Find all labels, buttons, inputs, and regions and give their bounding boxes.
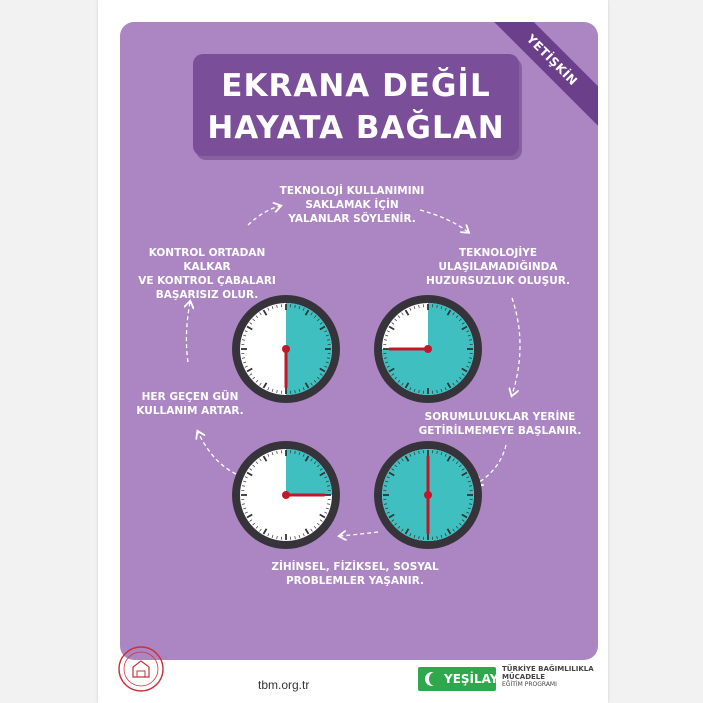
- audience-ribbon: YETİŞKİN: [486, 22, 598, 126]
- crescent-icon: [425, 672, 439, 686]
- tbm-line-3: EĞİTİM PROGRAMI: [502, 681, 557, 688]
- clock-pivot: [424, 345, 432, 353]
- clock-pivot: [282, 491, 290, 499]
- clock-3: [232, 441, 340, 549]
- tbm-line-1: TÜRKİYE BAĞIMLILIKLA: [502, 665, 594, 673]
- footer-url: tbm.org.tr: [258, 678, 310, 692]
- tbm-line-2: MÜCADELE: [502, 673, 546, 681]
- step-label-4: ZİHİNSEL, FİZİKSEL, SOSYAL PROBLEMLER YAŞANIR.: [271, 561, 439, 587]
- step-label-3: SORUMLULUKLAR YERİNE GETİRİLMEMEYE BAŞLANIR.: [418, 411, 582, 437]
- clock-4: [374, 441, 482, 549]
- cycle-arrow-6: [186, 302, 190, 362]
- clock-pivot: [424, 491, 432, 499]
- step-label-1: TEKNOLOJİ KULLANIMINI SAKLAMAK İÇİN YALANLAR SÖYLENİR.: [279, 185, 425, 225]
- clock-pivot: [282, 345, 290, 353]
- cycle-arrow-4: [340, 532, 378, 536]
- tbm-logo-text: [502, 665, 602, 689]
- clock-1: [232, 295, 340, 403]
- step-label-6: KONTROL ORTADAN KALKAR VE KONTROL ÇABALARI BAŞARISIZ OLUR.: [138, 247, 276, 301]
- yesilay-text: YEŞİLAY: [444, 672, 499, 686]
- clock-fill: [286, 449, 332, 495]
- cycle-arrow-5: [198, 432, 236, 474]
- step-label-2: TEKNOLOJİYE ULAŞILAMADIĞINDA HUZURSUZLUK OLUŞUR.: [425, 247, 570, 287]
- cycle-arrow-3: [476, 445, 506, 484]
- title-line-1: EKRANA DEĞİL: [221, 68, 491, 104]
- title-line-2: HAYATA BAĞLAN: [207, 110, 505, 146]
- yesilay-logo: [418, 667, 499, 691]
- cycle-arrow-2: [512, 298, 520, 395]
- step-label-5: HER GEÇEN GÜN KULLANIM ARTAR.: [136, 391, 244, 417]
- ministry-emblem-icon: [117, 645, 165, 693]
- clock-2: [374, 295, 482, 403]
